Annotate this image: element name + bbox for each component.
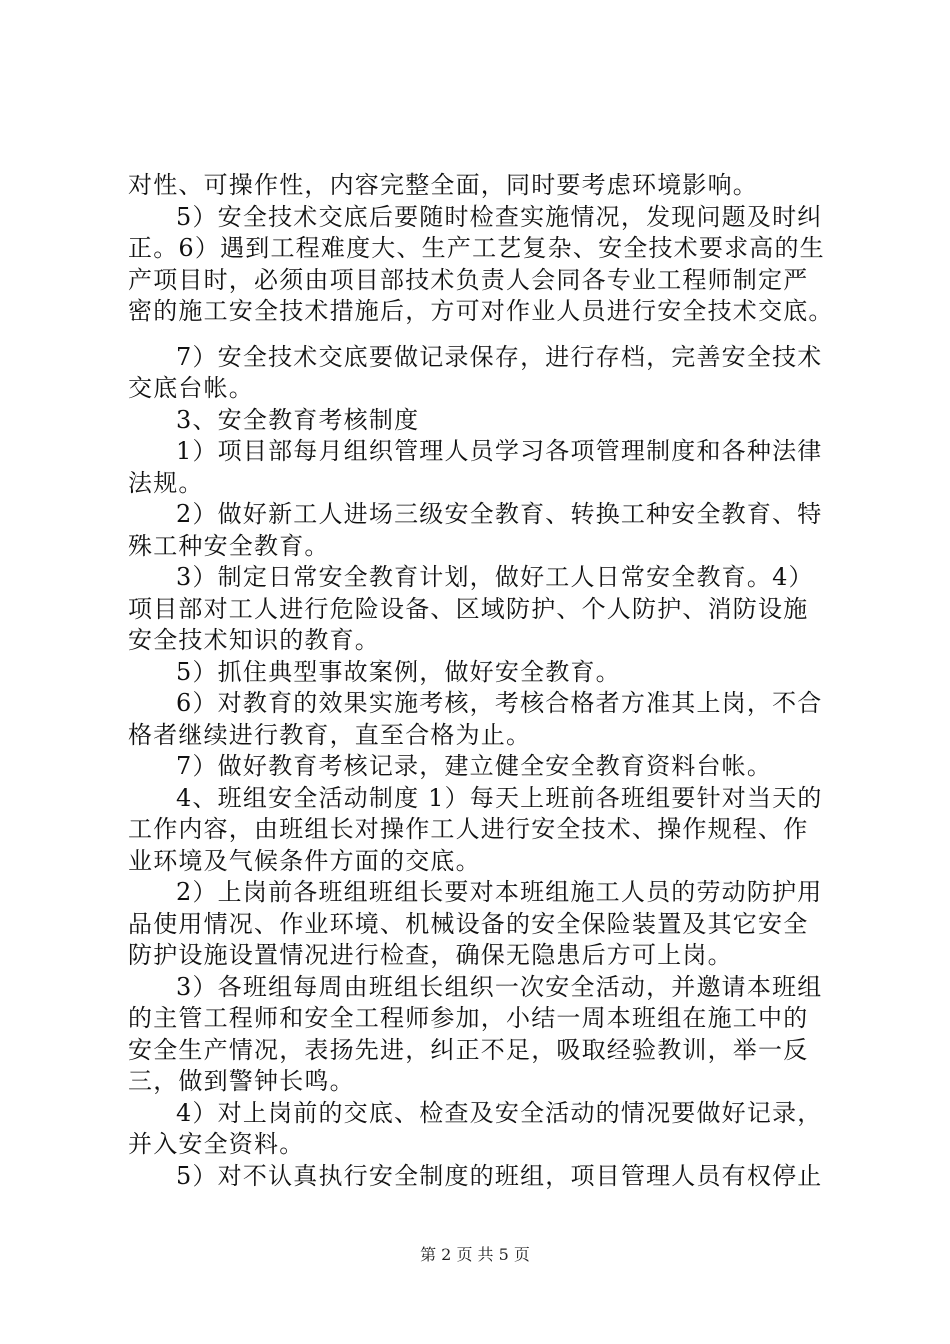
- section-heading: 4、班组安全活动制度 1）每天上班前各班组要针对当天的: [176, 784, 823, 812]
- text-line: 三，做到警钟长鸣。: [128, 1067, 355, 1095]
- text-line: 正。6）遇到工程难度大、生产工艺复杂、安全技术要求高的生: [128, 234, 825, 262]
- text-line: 安全技术知识的教育。: [128, 626, 380, 654]
- text-line: 业环境及气候条件方面的交底。: [128, 847, 481, 875]
- text-line: 7）做好教育考核记录，建立健全安全教育资料台帐。: [176, 752, 773, 780]
- text-line: 对性、可操作性，内容完整全面，同时要考虑环境影响。: [128, 171, 758, 199]
- text-line: 的主管工程师和安全工程师参加，小结一周本班组在施工中的: [128, 1004, 809, 1032]
- text-line: 2）上岗前各班组班组长要对本班组施工人员的劳动防护用: [176, 878, 823, 906]
- text-line: 防护设施设置情况进行检查，确保无隐患后方可上岗。: [128, 941, 733, 969]
- text-line: 6）对教育的效果实施考核，考核合格者方准其上岗，不合: [176, 689, 823, 717]
- text-line: 3）各班组每周由班组长组织一次安全活动，并邀请本班组: [176, 973, 823, 1001]
- text-line: 法规。: [128, 469, 204, 497]
- text-line: 安全生产情况，表扬先进，纠正不足，吸取经验教训，举一反: [128, 1036, 809, 1064]
- text-line: 5）抓住典型事故案例，做好安全教育。: [176, 658, 621, 686]
- text-line: 工作内容，由班组长对操作工人进行安全技术、操作规程、作: [128, 815, 809, 843]
- page-number: 第 2 页 共 5 页: [420, 1245, 530, 1264]
- text-line: 7）安全技术交底要做记录保存，进行存档，完善安全技术: [176, 343, 823, 371]
- text-line: 4）对上岗前的交底、检查及安全活动的情况要做好记录，: [176, 1099, 823, 1127]
- text-line: 3）制定日常安全教育计划，做好工人日常安全教育。4）: [176, 563, 814, 591]
- text-line: 品使用情况、作业环境、机械设备的安全保险装置及其它安全: [128, 910, 809, 938]
- text-line: 2）做好新工人进场三级安全教育、转换工种安全教育、特: [176, 500, 823, 528]
- text-line: 殊工种安全教育。: [128, 532, 330, 560]
- text-line: 1）项目部每月组织管理人员学习各项管理制度和各种法律: [176, 437, 823, 465]
- text-line: 交底台帐。: [128, 374, 254, 402]
- text-line: 密的施工安全技术措施后，方可对作业人员进行安全技术交底。: [128, 297, 834, 325]
- text-line: 格者继续进行教育，直至合格为止。: [128, 721, 532, 749]
- text-line: 5）对不认真执行安全制度的班组，项目管理人员有权停止: [176, 1162, 823, 1190]
- text-line: 并入安全资料。: [128, 1130, 305, 1158]
- text-line: 产项目时，必须由项目部技术负责人会同各专业工程师制定严: [128, 266, 809, 294]
- section-heading: 3、安全教育考核制度: [176, 406, 420, 434]
- text-line: 5）安全技术交底后要随时检查实施情况，发现问题及时纠: [176, 203, 823, 231]
- text-line: 项目部对工人进行危险设备、区域防护、个人防护、消防设施: [128, 595, 809, 623]
